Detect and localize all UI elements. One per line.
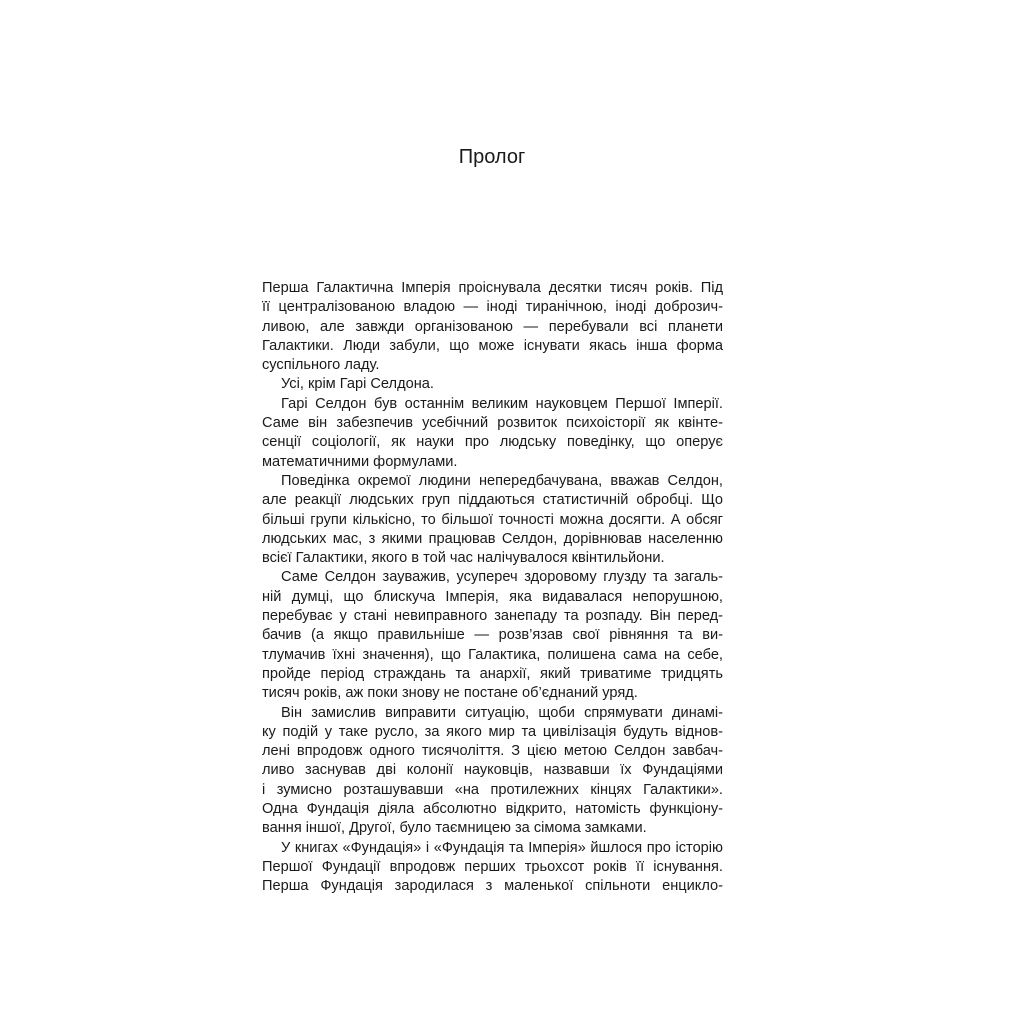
text-line: пройде період страждань та анархії, який триватиме тридцять bbox=[262, 665, 723, 682]
text-line: вання іншої, Другої, було таємницею за сімома замками. bbox=[262, 820, 647, 837]
text-line: Він замислив виправити ситуацію, щоби спрямувати динамі- bbox=[281, 704, 723, 721]
text-line: тлумачив їхні значення), що Галактика, полишена сама на себе, bbox=[262, 646, 723, 663]
text-line: математичними формулами. bbox=[262, 453, 458, 470]
text-line: бачив (а якщо правильніше — розв’язав свої рівняння та ви- bbox=[262, 627, 723, 644]
text-line: перебуває у стані невиправного занепаду та розпаду. Він перед- bbox=[262, 608, 723, 625]
chapter-title: Пролог bbox=[458, 146, 526, 168]
text-line: Першої Фундації впродовж перших трьохсот років її існування. bbox=[262, 858, 723, 875]
text-line: Одна Фундація діяла абсолютно відкрито, натомість функціону- bbox=[262, 801, 723, 818]
text-line: сенції соціології, як науки про людську поведінку, що оперує bbox=[262, 434, 723, 451]
text-line: лені впродовж одного тисячоліття. З цією метою Селдон завбач- bbox=[262, 743, 723, 760]
text-line: Перша Фундація зародилася з маленької спільноти енцикло- bbox=[262, 878, 723, 895]
text-line: Гарі Селдон був останнім великим науковцем Першої Імперії. bbox=[281, 395, 723, 412]
text-line: людських мас, з якими працював Селдон, дорівнював населенню bbox=[262, 530, 723, 547]
text-line: Поведінка окремої людини непередбачувана, вважав Селдон, bbox=[281, 472, 723, 489]
text-line: її централізованою владою — іноді тиранічною, іноді доброзич- bbox=[262, 299, 723, 316]
body-text bbox=[262, 279, 723, 897]
text-line: і зумисно розташувавши «на протилежних кінцях Галактики». bbox=[262, 781, 723, 798]
text-line: але реакції людських груп піддаються статистичній обробці. Що bbox=[262, 492, 723, 509]
text-line: ливою, але завжди організованою — перебували всі планети bbox=[262, 318, 723, 335]
text-line: всієї Галактики, якого в той час налічувалося квінтильйони. bbox=[262, 550, 665, 567]
text-line: суспільного ладу. bbox=[262, 357, 380, 374]
text-line: тисяч років, аж поки знову не постане об’єднаний уряд. bbox=[262, 685, 638, 702]
text-line: ливо заснував дві колонії науковців, назвавши їх Фундаціями bbox=[262, 762, 723, 779]
text-line: ку подій у таке русло, за якого мир та цивілізація будуть віднов- bbox=[262, 723, 723, 740]
text-line: Галактики. Люди забули, що може існувати якась інша форма bbox=[262, 337, 723, 354]
text-line: Перша Галактична Імперія проіснувала десятки тисяч років. Під bbox=[262, 280, 723, 296]
text-line: ній думці, що блискуча Імперія, яка видавалася непорушною, bbox=[262, 588, 723, 605]
text-line: більші групи кількісно, то більшої точності можна досягти. А обсяг bbox=[262, 511, 723, 528]
text-line: Саме Селдон зауважив, усупереч здоровому глузду та загаль- bbox=[281, 569, 723, 586]
text-line: У книгах «Фундація» і «Фундація та Імперія» йшлося про історію bbox=[281, 839, 723, 856]
text-line: Саме він забезпечив усебічний розвиток психоісторії як квінте- bbox=[262, 415, 723, 432]
text-line: Усі, крім Гарі Селдона. bbox=[281, 376, 434, 393]
